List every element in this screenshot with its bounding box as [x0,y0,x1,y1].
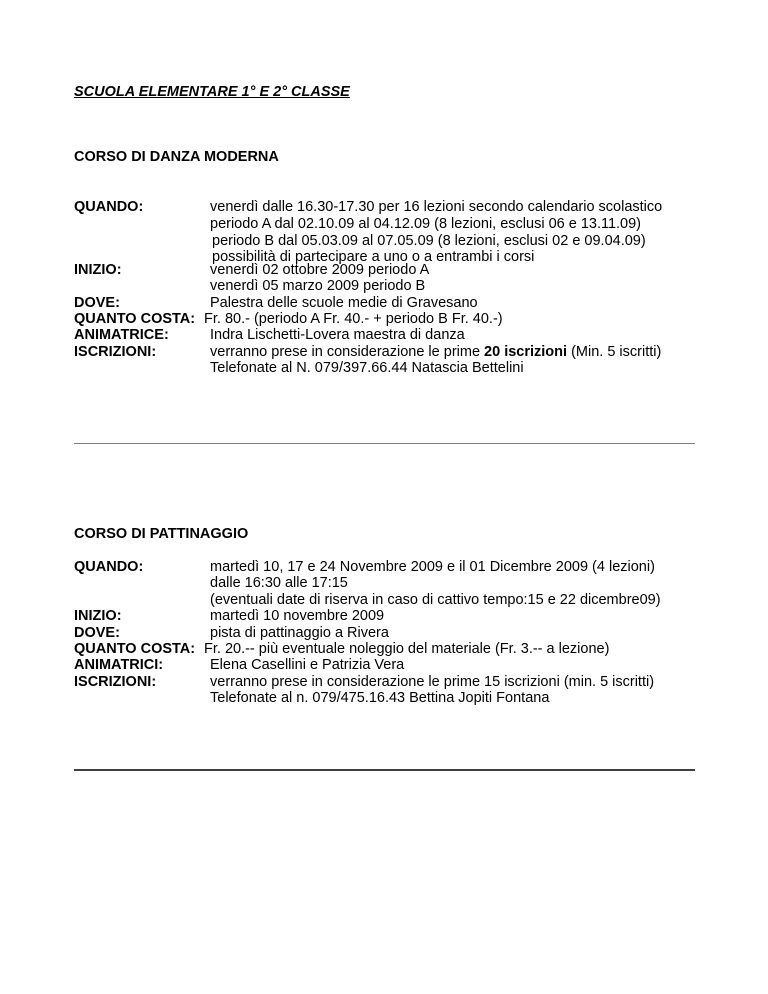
danza-dove-label: DOVE: [74,295,120,311]
danza-quando-line-3: periodo B dal 05.03.09 al 07.05.09 (8 lezioni, esclusi 02 e 09.04.09) [212,233,646,249]
pattinaggio-inizio-value: martedì 10 novembre 2009 [210,608,385,624]
bottom-divider [74,769,695,771]
danza-inizio-line-1: venerdì 02 ottobre 2009 periodo A [210,262,430,278]
pattinaggio-iscrizioni-value: verranno prese in considerazione le prime 15 iscrizioni (min. 5 iscritti) [210,674,655,690]
danza-quando-label: QUANDO: [74,199,144,215]
pattinaggio-dove-value: pista di pattinaggio a Rivera [210,625,389,641]
danza-dove-value: Palestra delle scuole medie di Gravesano [210,295,478,311]
pattinaggio-quando-line-3: (eventuali date di riserva in caso di cattivo tempo:15 e 22 dicembre09) [210,592,661,608]
danza-animatrice-value: Indra Lischetti-Lovera maestra di danza [210,327,465,343]
pattinaggio-quando-line-2: dalle 16:30 alle 17:15 [210,575,348,591]
danza-iscrizioni-label: ISCRIZIONI: [74,344,157,360]
danza-quando-line-1: venerdì dalle 16.30-17.30 per 16 lezioni secondo calendario scolastico [210,199,663,215]
danza-iscrizioni-bold: 20 iscrizioni [484,344,568,360]
danza-quando-line-4: possibilità di partecipare a uno o a entrambi i corsi [212,249,535,265]
pattinaggio-animatrici-label: ANIMATRICI: [74,657,164,673]
pattinaggio-quando-line-1: martedì 10, 17 e 24 Novembre 2009 e il 01 Dicembre 2009 (4 lezioni) [210,559,655,575]
pattinaggio-quando-label: QUANDO: [74,559,144,575]
danza-costo-value: Fr. 80.- (periodo A Fr. 40.- + periodo B Fr. 40.-) [204,311,503,327]
danza-costo-label: QUANTO COSTA: [74,311,196,327]
danza-inizio-label: INIZIO: [74,262,122,278]
danza-iscrizioni-value [210,344,661,361]
pattinaggio-costo-label: QUANTO COSTA: [74,641,196,657]
pattinaggio-heading: CORSO DI PATTINAGGIO [74,526,249,542]
danza-animatrice-label: ANIMATRICE: [74,327,169,343]
danza-iscrizioni-pre: verranno prese in considerazione le prime [210,344,485,360]
document-title: SCUOLA ELEMENTARE 1° E 2° CLASSE [74,84,350,100]
pattinaggio-costo-value: Fr. 20.-- più eventuale noleggio del materiale (Fr. 3.-- a lezione) [204,641,610,657]
section-divider [74,443,695,444]
pattinaggio-telefono-value: Telefonate al n. 079/475.16.43 Bettina Jopiti Fontana [210,690,550,706]
danza-quando-line-2: periodo A dal 02.10.09 al 04.12.09 (8 lezioni, esclusi 06 e 13.11.09) [210,216,642,232]
pattinaggio-inizio-label: INIZIO: [74,608,122,624]
danza-inizio-line-2: venerdì 05 marzo 2009 periodo B [210,278,426,294]
pattinaggio-dove-label: DOVE: [74,625,120,641]
danza-heading: CORSO DI DANZA MODERNA [74,149,279,165]
pattinaggio-iscrizioni-label: ISCRIZIONI: [74,674,157,690]
pattinaggio-animatrici-value: Elena Casellini e Patrizia Vera [210,657,405,673]
danza-telefono-value: Telefonate al N. 079/397.66.44 Natascia Bettelini [210,360,524,376]
danza-iscrizioni-post: (Min. 5 iscritti) [567,344,662,360]
